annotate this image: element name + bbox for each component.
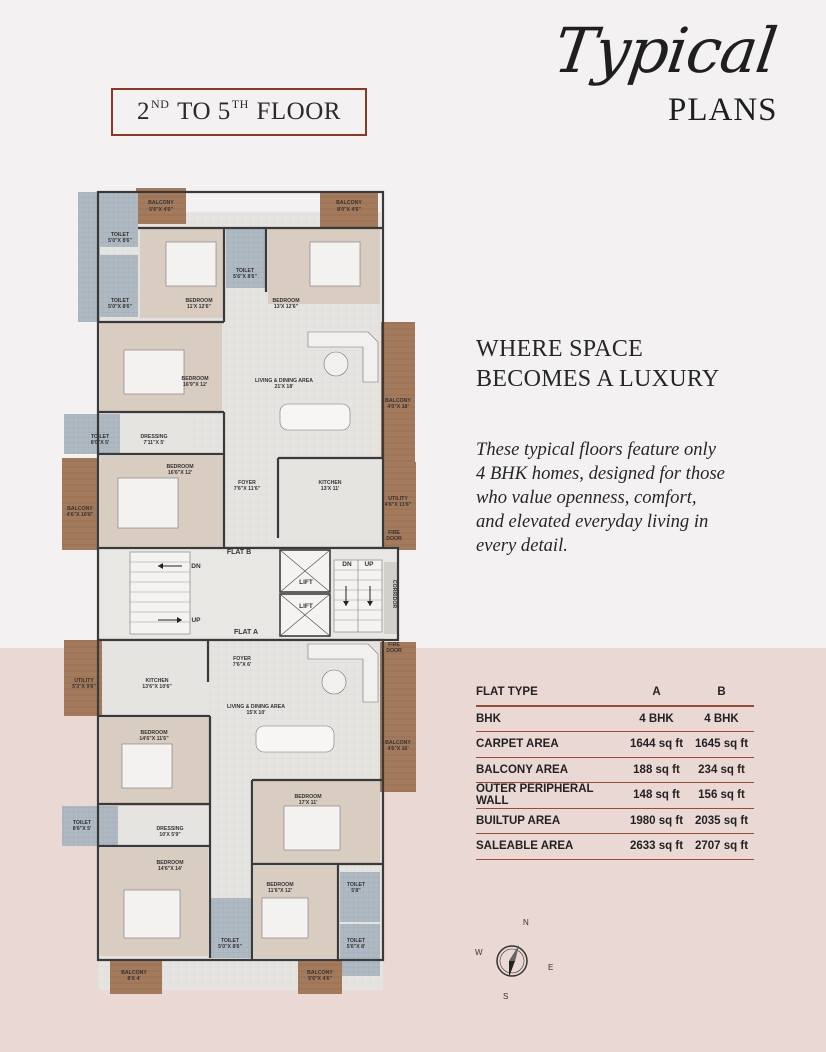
label-balcony-a2: BALCONY <box>121 970 147 976</box>
floor-end-suffix: TH <box>231 96 249 111</box>
compass-n: N <box>523 918 529 927</box>
table-cell: 2035 sq ft <box>694 814 749 827</box>
label-bedroom-b3: BEDROOM <box>181 376 209 382</box>
table-cell: CARPET AREA <box>476 738 559 751</box>
label-utility-b-dim: 4'6"X 11'6" <box>384 502 412 508</box>
toilet-a4 <box>340 924 380 976</box>
label-kitchen-b-dim: 13'X 11' <box>320 486 340 492</box>
compass-e: E <box>548 963 554 972</box>
label-bedroom-a2: BEDROOM <box>294 794 322 800</box>
description-line-3: who value openness, comfort, <box>476 487 697 508</box>
label-toilet-b4: TOILET <box>90 434 110 440</box>
label-fire-door-b: FIRE <box>388 530 400 536</box>
floor-start: 2 <box>137 98 151 125</box>
table-cell: 2707 sq ft <box>694 840 749 853</box>
label-bedroom-a4: BEDROOM <box>266 882 294 888</box>
label-toilet-a2-dim: 5'8" <box>351 888 361 894</box>
label-bedroom-b1: BEDROOM <box>185 298 213 304</box>
label-dressing-a: DRESSING <box>156 826 184 832</box>
floor-start-suffix: ND <box>151 96 170 111</box>
label-lift-2: LIFT <box>299 603 313 610</box>
label-balcony-b2-dim: 8'0"X 4'6" <box>337 207 361 213</box>
label-dn-left: DN <box>191 563 201 570</box>
label-dressing-b: DRESSING <box>140 434 168 440</box>
table-row <box>476 758 754 784</box>
label-balcony-b4-dim: 4'6"X 10'6" <box>66 512 94 518</box>
balcony-a1 <box>380 642 416 792</box>
label-bedroom-a1: BEDROOM <box>140 730 168 736</box>
label-foyer-b-dim: 7'6"X 11'6" <box>233 486 261 492</box>
label-kitchen-a: KITCHEN <box>145 678 169 684</box>
label-bedroom-b4: BEDROOM <box>166 464 194 470</box>
table-cell: BALCONY AREA <box>476 763 569 776</box>
area-table <box>476 680 754 860</box>
label-bedroom-a3-dim: 14'6"X 14' <box>157 866 183 872</box>
label-dressing-b-dim: 7'11"X 5' <box>143 440 165 446</box>
table-cell: 1645 sq ft <box>694 738 749 751</box>
plans-title: PLANS <box>668 92 778 128</box>
label-up-left: UP <box>191 617 201 624</box>
label-toilet-a1-dim: 8'6"X 5' <box>72 826 92 832</box>
table-cell: BUILTUP AREA <box>476 814 561 827</box>
description <box>476 438 776 558</box>
label-balcony-b3: BALCONY <box>385 398 411 404</box>
label-dressing-a-dim: 10'X 5'9" <box>159 832 181 838</box>
label-living-b: LIVING & DINING AREA <box>254 378 314 384</box>
table-header-cell: FLAT TYPE <box>476 686 538 699</box>
label-toilet-b2-dim: 5'0"X 8'6" <box>108 304 132 310</box>
label-balcony-a3: BALCONY <box>307 970 333 976</box>
description-line-1: These typical floors feature only <box>476 439 716 460</box>
label-fire-door-a-2: DOOR <box>386 648 402 654</box>
table-row <box>476 783 754 809</box>
label-flat-b: FLAT B <box>226 549 252 556</box>
floor-word: FLOOR <box>256 98 341 125</box>
label-bedroom-b2: BEDROOM <box>272 298 300 304</box>
label-toilet-a1: TOILET <box>72 820 92 826</box>
label-balcony-a3-dim: 5'6"X 4'6" <box>308 976 332 982</box>
description-line-5: every detail. <box>476 535 568 556</box>
table-row <box>476 732 754 758</box>
label-balcony-b3-dim: 4'0"X 18' <box>387 404 409 410</box>
table-cell: 1644 sq ft <box>629 738 684 751</box>
table-cell: BHK <box>476 712 501 725</box>
label-bedroom-a2-dim: 17'X 11' <box>298 800 318 806</box>
table-header-cell: A <box>652 686 661 699</box>
label-balcony-b1: BALCONY <box>148 200 174 206</box>
label-balcony-b1-dim: 5'6"X 4'6" <box>149 207 173 213</box>
label-dn-right: DN <box>342 561 352 568</box>
label-toilet-b3: TOILET <box>235 268 255 274</box>
label-toilet-b1: TOILET <box>110 232 130 238</box>
label-toilet-a2: TOILET <box>346 882 366 888</box>
label-balcony-b2: BALCONY <box>336 200 362 206</box>
label-living-b-dim: 21'X 18' <box>274 384 294 390</box>
toilet-a2 <box>340 872 380 922</box>
core <box>98 548 398 640</box>
label-toilet-a4-dim: 5'6"X 8' <box>346 944 366 950</box>
label-foyer-a-dim: 7'6"X 6' <box>232 662 252 668</box>
label-toilet-a3: TOILET <box>220 938 240 944</box>
label-toilet-b1-dim: 5'0"X 8'6" <box>108 238 132 244</box>
balcony-b3 <box>381 322 415 462</box>
label-bedroom-b1-dim: 11'X 12'6" <box>187 304 211 310</box>
label-fire-door-a: FIRE <box>388 642 400 648</box>
label-balcony-b4: BALCONY <box>67 506 93 512</box>
description-line-4: and elevated everyday living in <box>476 511 709 532</box>
label-bedroom-b3-dim: 16'9"X 12' <box>182 382 208 388</box>
table-cell: OUTER PERIPHERAL WALL <box>476 783 594 808</box>
table-cell: 1980 sq ft <box>629 814 684 827</box>
label-foyer-b: FOYER <box>238 480 256 486</box>
kitchen-b <box>278 458 382 538</box>
label-kitchen-a-dim: 13'6"X 10'6" <box>142 684 172 690</box>
label-toilet-a3-dim: 5'0"X 8'6" <box>218 944 242 950</box>
label-lift-1: LIFT <box>299 579 313 586</box>
label-toilet-b4-dim: 8'0"X 5' <box>90 440 110 446</box>
description-line-2: 4 BHK homes, designed for those <box>476 463 725 484</box>
table-cell: 234 sq ft <box>698 763 745 776</box>
floor-plan <box>58 182 412 998</box>
label-utility-b: UTILITY <box>388 496 408 502</box>
label-toilet-b3-dim: 5'6"X 8'6" <box>233 274 257 280</box>
typical-script-title: Typical <box>549 14 781 87</box>
label-foyer-a: FOYER <box>233 656 251 662</box>
label-bedroom-a1-dim: 14'6"X 11'6" <box>139 736 169 742</box>
table-cell: 188 sq ft <box>633 763 680 776</box>
table-row <box>476 809 754 835</box>
floor-to: TO <box>177 98 211 125</box>
floor-range-badge <box>111 88 367 136</box>
label-balcony-a1-dim: 4'6"X 16' <box>387 746 409 752</box>
table-cell: 148 sq ft <box>633 789 680 802</box>
label-up-right: UP <box>364 561 374 568</box>
headline <box>476 334 720 394</box>
label-bedroom-a4-dim: 11'6"X 12' <box>268 888 292 894</box>
table-row <box>476 834 754 860</box>
label-bedroom-b4-dim: 16'6"X 12' <box>167 470 193 476</box>
compass-icon <box>475 915 565 1005</box>
table-cell: 4 BHK <box>639 712 674 725</box>
label-living-a: LIVING & DINING AREA <box>226 704 286 710</box>
label-fire-door-b-2: DOOR <box>386 536 402 542</box>
table-cell: 2633 sq ft <box>629 840 684 853</box>
table-header-row <box>476 680 754 707</box>
headline-line-1: WHERE SPACE <box>476 336 644 362</box>
compass-w: W <box>475 948 483 957</box>
compass-s: S <box>503 992 509 1001</box>
headline-line-2: BECOMES A LUXURY <box>476 366 720 392</box>
label-balcony-a2-dim: 8'X 4' <box>127 976 141 982</box>
label-bedroom-a3: BEDROOM <box>156 860 184 866</box>
label-utility-a-dim: 5'3"X 9'6" <box>72 684 96 690</box>
label-toilet-b2: TOILET <box>110 298 130 304</box>
label-toilet-a4: TOILET <box>346 938 366 944</box>
table-cell: 156 sq ft <box>698 789 745 802</box>
label-living-a-dim: 15'X 10' <box>246 710 266 716</box>
kitchen-a <box>106 640 208 714</box>
label-corridor: CORRIDOR <box>391 579 397 609</box>
floor-end: 5 <box>217 98 231 125</box>
label-flat-a: FLAT A <box>233 629 259 636</box>
table-cell: 4 BHK <box>704 712 739 725</box>
label-bedroom-b2-dim: 13'X 12'6" <box>273 304 299 310</box>
table-row <box>476 707 754 733</box>
label-kitchen-b: KITCHEN <box>318 480 342 486</box>
balcony-b1 <box>136 188 186 224</box>
label-balcony-a1: BALCONY <box>385 740 411 746</box>
label-utility-a: UTILITY <box>74 678 94 684</box>
table-header-cell: B <box>717 686 726 699</box>
balcony-b4 <box>62 458 98 550</box>
table-cell: SALEABLE AREA <box>476 840 574 853</box>
